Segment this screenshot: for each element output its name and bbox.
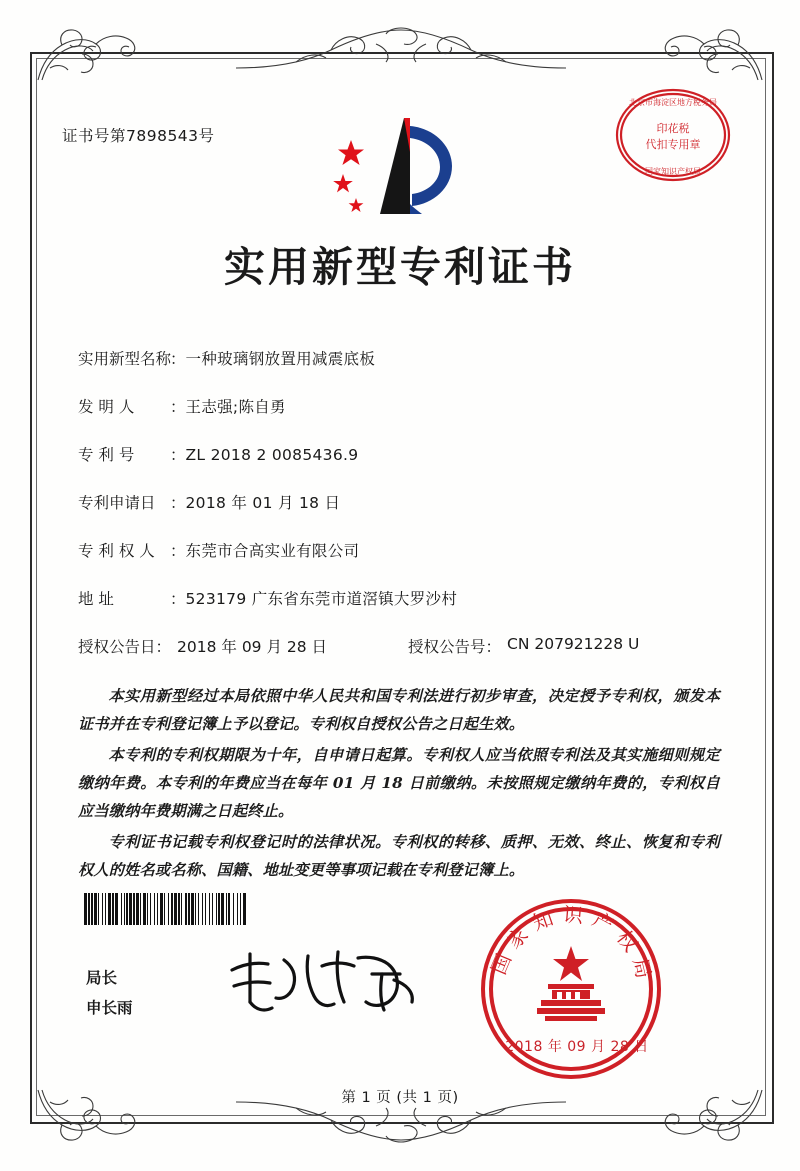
field-colon: ： bbox=[170, 398, 186, 416]
tax-stamp bbox=[609, 82, 737, 188]
field-value-utility-model-name: 一种玻璃钢放置用减震底板 bbox=[185, 350, 376, 368]
grant-number-group bbox=[408, 635, 728, 657]
field-row-utility-model-name bbox=[78, 347, 728, 395]
field-list bbox=[78, 347, 728, 635]
barcode-bar bbox=[246, 893, 247, 925]
grant-number-label: 授权公告号： bbox=[408, 638, 502, 656]
page-footer: 第 1 页 (共 1 页) bbox=[341, 1090, 459, 1106]
paragraph-1: 本实用新型经过本局依照中华人民共和国专利法进行初步审查，决定授予专利权，颁发本证书并在专利登记簿上予以登记。专利权自授权公告之日起生效。 bbox=[78, 687, 720, 733]
field-colon: ： bbox=[170, 446, 186, 464]
grant-info-row bbox=[78, 635, 728, 657]
page-title: 实用新型专利证书 bbox=[224, 243, 576, 291]
cnipa-logo bbox=[318, 112, 468, 222]
svg-text:印花税: 印花税 bbox=[656, 122, 690, 135]
field-label: 地 址 bbox=[78, 590, 114, 608]
field-colon: ： bbox=[170, 590, 186, 608]
corner-ornament-top-left bbox=[36, 24, 140, 82]
handwritten-signature bbox=[222, 940, 422, 1020]
field-value-patentee: 东莞市合高实业有限公司 bbox=[185, 542, 360, 560]
paragraph-3: 专利证书记载专利权登记时的法律状况。专利权的转移、质押、无效、终止、恢复和专利权人的姓名或名称、国籍、地址变更等事项记载在专利登记簿上。 bbox=[78, 833, 720, 879]
svg-text:北京市海淀区地方税务局: 北京市海淀区地方税务局 bbox=[629, 98, 717, 107]
grant-number-value: CN 207921228 U bbox=[507, 635, 640, 653]
field-value-application-date: 2018 年 01 月 18 日 bbox=[185, 494, 341, 512]
commissioner-role-label: 局长 bbox=[86, 969, 118, 987]
field-row-address bbox=[78, 587, 728, 635]
field-row-patentee bbox=[78, 539, 728, 587]
field-label: 发 明 人 bbox=[78, 398, 135, 416]
field-value-address: 523179 广东省东莞市道滘镇大罗沙村 bbox=[185, 590, 458, 608]
grant-date-group bbox=[78, 635, 408, 657]
field-row-application-date bbox=[78, 491, 728, 539]
certificate-number: 证书号第7898543号 bbox=[62, 127, 215, 145]
svg-text:国家知识产权局: 国家知识产权局 bbox=[645, 167, 701, 176]
field-row-patent-number bbox=[78, 443, 728, 491]
field-row-inventor bbox=[78, 395, 728, 443]
grant-date-value: 2018 年 09 月 28 日 bbox=[177, 638, 328, 656]
signature-labels bbox=[86, 963, 133, 1023]
paragraph-2: 本专利的专利权期限为十年，自申请日起算。专利权人应当依照专利法及其实施细则规定缴纳年费。本专利的年费应当在每年 01 月 18 日前缴纳。未按照规定缴纳年费的，专利权自应当缴纳年费期满之日起终止。 bbox=[78, 746, 720, 820]
corner-ornament-top-right bbox=[660, 24, 764, 82]
seal-date: 2018 年 09 月 28 日 bbox=[505, 1039, 649, 1055]
field-label: 专 利 权 人 bbox=[78, 542, 155, 560]
field-colon: ： bbox=[170, 494, 186, 512]
field-label: 专利申请日 bbox=[78, 494, 156, 512]
svg-text:代扣专用章: 代扣专用章 bbox=[645, 138, 701, 151]
grant-date-label: 授权公告日： bbox=[78, 638, 172, 656]
field-colon: ： bbox=[170, 542, 186, 560]
field-value-patent-number: ZL 2018 2 0085436.9 bbox=[185, 446, 359, 464]
commissioner-name-label: 申长雨 bbox=[86, 999, 133, 1017]
field-label: 专 利 号 bbox=[78, 446, 135, 464]
field-label: 实用新型名称 bbox=[78, 350, 172, 368]
svg-text:国家知识产权局: 国家知识产权局 bbox=[486, 902, 658, 989]
body-text bbox=[78, 682, 720, 887]
field-colon: ： bbox=[170, 350, 186, 368]
barcode bbox=[84, 893, 312, 925]
ornament-bottom-center bbox=[236, 1100, 566, 1148]
ornament-top-center bbox=[236, 22, 566, 70]
field-value-inventor: 王志强;陈自勇 bbox=[185, 398, 286, 416]
